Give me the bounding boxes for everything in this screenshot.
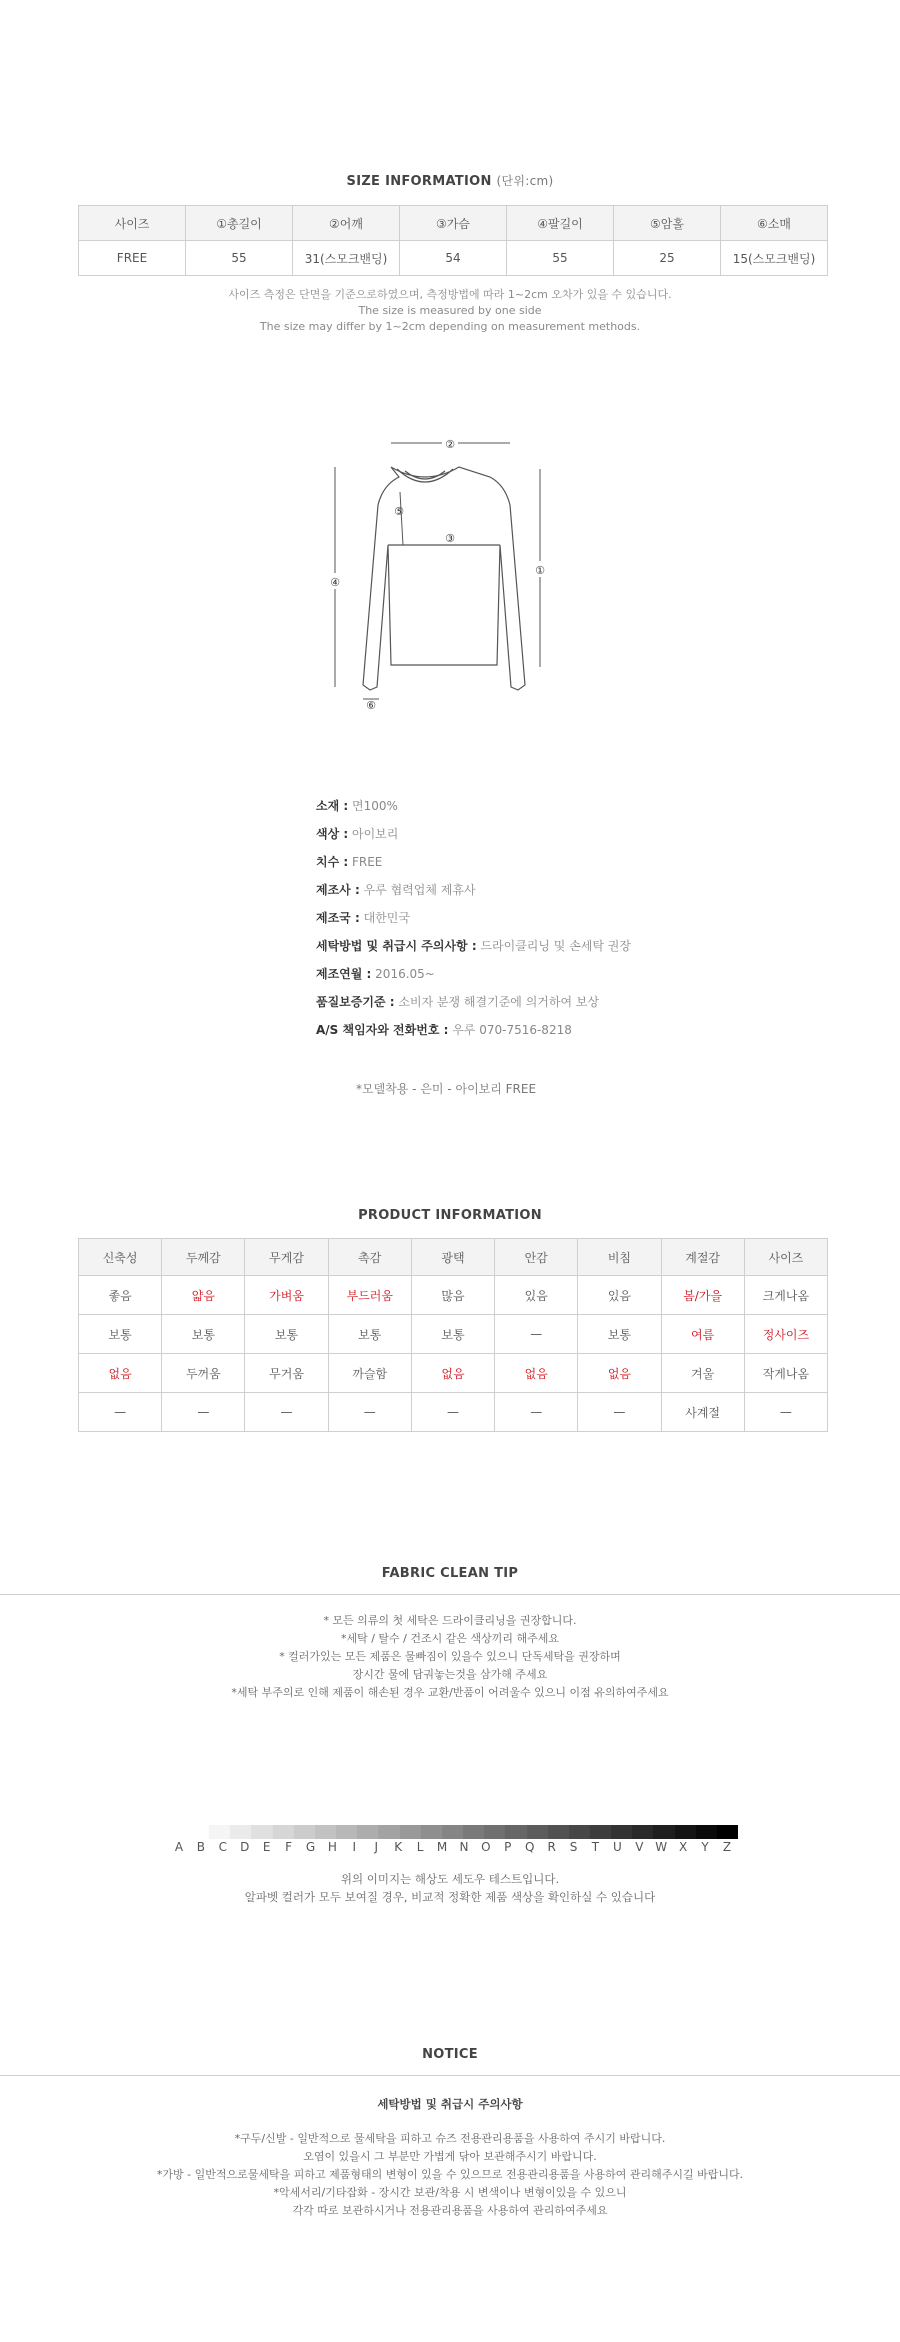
- spec-label: 색상 :: [316, 827, 349, 841]
- product-cell: —: [79, 1393, 162, 1432]
- size-header-cell: ⑤암홀: [614, 206, 721, 241]
- product-cell: 보통: [411, 1315, 494, 1354]
- product-header-cell: 광택: [411, 1239, 494, 1276]
- product-cell: —: [495, 1393, 578, 1432]
- size-notes: [0, 287, 900, 335]
- gray-swatch: [527, 1825, 548, 1839]
- size-info-unit: (단위:cm): [496, 174, 554, 188]
- size-cell: 55: [507, 241, 614, 276]
- product-cell: 여름: [661, 1315, 744, 1354]
- product-cell: —: [578, 1393, 661, 1432]
- alphabet-letter: P: [504, 1840, 512, 1854]
- alphabet-letter: K: [394, 1840, 403, 1854]
- gray-swatch: [590, 1825, 611, 1839]
- product-cell: —: [495, 1315, 578, 1354]
- sweater-outline: [363, 467, 525, 690]
- size-table-header: [79, 206, 828, 241]
- fabric-tip-line: * 모든 의류의 첫 세탁은 드라이클리닝을 권장합니다.: [323, 1614, 577, 1627]
- fabric-tip-line: *세탁 부주의로 인해 제품이 해손된 경우 교환/반품이 어려울수 있으니 이점 유의하여주세요: [231, 1686, 669, 1699]
- product-cell: 있음: [578, 1276, 661, 1315]
- product-cell: 없음: [79, 1354, 162, 1393]
- grayscale-gradient-bar: [188, 1825, 738, 1839]
- product-cell: 보통: [328, 1315, 411, 1354]
- gray-swatch: [653, 1825, 674, 1839]
- gray-swatch: [400, 1825, 421, 1839]
- gray-swatch: [463, 1825, 484, 1839]
- alphabet-letter: X: [679, 1840, 688, 1854]
- alphabet-letter: J: [374, 1840, 379, 1854]
- product-cell: 보통: [79, 1315, 162, 1354]
- product-header-cell: 촉감: [328, 1239, 411, 1276]
- alphabet-letter: C: [218, 1840, 227, 1854]
- spec-row: [316, 932, 836, 960]
- product-cell: 좋음: [79, 1276, 162, 1315]
- alphabet-row: [168, 1840, 738, 1854]
- marker-arm-length: ④: [330, 576, 340, 589]
- size-cell: 31(스모크밴딩): [293, 241, 400, 276]
- alphabet-letter: B: [196, 1840, 205, 1854]
- product-cell: 무거움: [245, 1354, 328, 1393]
- size-header-cell: ①총길이: [186, 206, 293, 241]
- product-cell: 두꺼움: [162, 1354, 245, 1393]
- product-cell: 가벼움: [245, 1276, 328, 1315]
- alphabet-letter: N: [459, 1840, 469, 1854]
- product-cell: 없음: [578, 1354, 661, 1393]
- alphabet-letter: O: [481, 1840, 491, 1854]
- alphabet-letter: Z: [722, 1840, 732, 1854]
- color-test-text: [0, 1870, 900, 1906]
- product-cell: 정사이즈: [744, 1315, 827, 1354]
- size-note-line: The size is measured by one side: [358, 304, 542, 317]
- divider: [0, 2075, 900, 2076]
- fabric-tip-text: [0, 1612, 900, 1702]
- alphabet-letter: S: [569, 1840, 578, 1854]
- gray-swatch: [273, 1825, 294, 1839]
- product-cell: 많음: [411, 1276, 494, 1315]
- gray-swatch: [357, 1825, 378, 1839]
- spec-label: 치수 :: [316, 855, 349, 869]
- gray-swatch: [611, 1825, 632, 1839]
- alphabet-letter: H: [327, 1840, 337, 1854]
- spec-label: A/S 책임자와 전화번호 :: [316, 1023, 449, 1037]
- product-cell: 부드러움: [328, 1276, 411, 1315]
- gray-swatch: [484, 1825, 505, 1839]
- spec-value: 대한민국: [359, 911, 410, 925]
- gray-swatch: [209, 1825, 230, 1839]
- alphabet-letter: G: [305, 1840, 316, 1854]
- gray-swatch: [251, 1825, 272, 1839]
- size-header-cell: ③가슴: [400, 206, 507, 241]
- spec-label: 제조사 :: [316, 883, 360, 897]
- garment-measurement-diagram: [315, 425, 595, 715]
- product-cell: —: [162, 1393, 245, 1432]
- size-header-cell: ⑥소매: [721, 206, 828, 241]
- notice-title: NOTICE: [422, 2047, 478, 2062]
- size-header-cell: ④팔길이: [507, 206, 614, 241]
- gray-swatch: [569, 1825, 590, 1839]
- product-table-row: [79, 1354, 828, 1393]
- size-header-cell: 사이즈: [79, 206, 186, 241]
- notice-line: *가방 - 일반적으로물세탁을 피하고 제품형태의 변형이 있을 수 있으므로 전용관리용품을 사용하여 관리해주시길 바랍니다.: [156, 2168, 744, 2181]
- alphabet-letter: Q: [524, 1840, 535, 1854]
- product-cell: 까슬함: [328, 1354, 411, 1393]
- marker-shoulder: ②: [445, 438, 455, 451]
- product-cell: 작게나옴: [744, 1354, 827, 1393]
- alphabet-letter: L: [416, 1840, 424, 1854]
- product-header-cell: 계절감: [661, 1239, 744, 1276]
- spec-row: [316, 960, 836, 988]
- size-header-cell: ②어깨: [293, 206, 400, 241]
- spec-row: [316, 848, 836, 876]
- alphabet-letter: V: [635, 1840, 644, 1854]
- size-cell: 55: [186, 241, 293, 276]
- product-cell: 없음: [495, 1354, 578, 1393]
- product-cell: 보통: [245, 1315, 328, 1354]
- product-info-title: PRODUCT INFORMATION: [358, 1208, 542, 1223]
- size-cell: 54: [400, 241, 507, 276]
- spec-value: 아이보리: [348, 827, 399, 841]
- alphabet-letter: U: [612, 1840, 622, 1854]
- spec-label: 소재 :: [316, 799, 349, 813]
- notice-line: 각각 따로 보관하시거나 전용관리용품을 사용하여 관리하여주세요: [292, 2204, 608, 2217]
- gray-swatch: [294, 1825, 315, 1839]
- spec-value: 2016.05~: [371, 967, 435, 981]
- size-cell: FREE: [79, 241, 186, 276]
- alphabet-letter: M: [436, 1840, 448, 1854]
- alphabet-letter: T: [591, 1840, 600, 1854]
- product-header-cell: 비침: [578, 1239, 661, 1276]
- marker-sleeve: ⑥: [366, 699, 376, 712]
- alphabet-letter: R: [547, 1840, 556, 1854]
- product-header-cell: 사이즈: [744, 1239, 827, 1276]
- product-table-header: [79, 1239, 828, 1276]
- marker-armhole: ⑤: [394, 505, 404, 518]
- size-note-line: 사이즈 측정은 단면을 기준으로하였으며, 측정방법에 따라 1~2cm 오차가 있을 수 있습니다.: [228, 288, 672, 301]
- fabric-tip-line: * 컬러가있는 모든 제품은 물빠짐이 있을수 있으니 단독세탁을 권장하며: [279, 1650, 621, 1663]
- gray-swatch: [188, 1825, 209, 1839]
- spec-label: 세탁방법 및 취급시 주의사항 :: [316, 939, 477, 953]
- alphabet-letter: E: [262, 1840, 271, 1854]
- gray-swatch: [717, 1825, 738, 1839]
- product-cell: 얇음: [162, 1276, 245, 1315]
- notice-line: 오염이 있을시 그 부분만 가볍게 닦아 보관해주시기 바랍니다.: [303, 2150, 597, 2163]
- product-cell: —: [245, 1393, 328, 1432]
- notice-text: [0, 2130, 900, 2220]
- product-cell: 보통: [162, 1315, 245, 1354]
- gray-swatch: [336, 1825, 357, 1839]
- size-info-title-text: SIZE INFORMATION: [346, 174, 492, 189]
- spec-row: [316, 904, 836, 932]
- gray-swatch: [696, 1825, 717, 1839]
- spec-value: 우루 070-7516-8218: [448, 1023, 572, 1037]
- product-cell: 겨울: [661, 1354, 744, 1393]
- marker-chest: ③: [445, 532, 455, 545]
- product-header-cell: 두께감: [162, 1239, 245, 1276]
- product-cell: —: [411, 1393, 494, 1432]
- alphabet-letter: W: [655, 1840, 668, 1854]
- spec-row: [316, 820, 836, 848]
- alphabet-letter: F: [285, 1840, 292, 1854]
- spec-value: 드라이클리닝 및 손세탁 권장: [476, 939, 631, 953]
- divider: [0, 1594, 900, 1595]
- product-cell: 크게나옴: [744, 1276, 827, 1315]
- product-header-cell: 안감: [495, 1239, 578, 1276]
- fabric-tip-title: FABRIC CLEAN TIP: [381, 1566, 519, 1581]
- alphabet-letter: D: [240, 1840, 250, 1854]
- product-header-cell: 무게감: [245, 1239, 328, 1276]
- spec-row: [316, 1016, 836, 1044]
- spec-value: FREE: [348, 855, 383, 869]
- product-table-body: [79, 1276, 828, 1432]
- alphabet-letter: Y: [701, 1840, 709, 1854]
- gray-swatch: [632, 1825, 653, 1839]
- product-cell: —: [744, 1393, 827, 1432]
- gray-swatch: [442, 1825, 463, 1839]
- size-table: [78, 205, 828, 276]
- spec-label: 품질보증기준 :: [316, 995, 395, 1009]
- gray-swatch: [315, 1825, 336, 1839]
- product-table-row: [79, 1393, 828, 1432]
- product-cell: 보통: [578, 1315, 661, 1354]
- spec-row: [316, 988, 836, 1016]
- product-spec-list: [316, 792, 836, 1044]
- product-header-cell: 신축성: [79, 1239, 162, 1276]
- product-cell: 사계절: [661, 1393, 744, 1432]
- product-cell: 없음: [411, 1354, 494, 1393]
- product-cell: 있음: [495, 1276, 578, 1315]
- spec-value: 우루 협력업체 제휴사: [359, 883, 476, 897]
- gray-swatch: [675, 1825, 696, 1839]
- color-test-line: 알파벳 컬러가 모두 보여질 경우, 비교적 정확한 제품 색상을 확인하실 수 있습니다: [244, 1890, 656, 1904]
- spec-label: 제조국 :: [316, 911, 360, 925]
- model-note: *모델착용 - 은미 - 아이보리 FREE: [356, 1082, 537, 1096]
- alphabet-letter: A: [174, 1840, 184, 1854]
- spec-row: [316, 876, 836, 904]
- size-cell: 15(스모크밴딩): [721, 241, 828, 276]
- product-table-row: [79, 1276, 828, 1315]
- spec-value: 면100%: [348, 799, 398, 813]
- product-cell: 봄/가을: [661, 1276, 744, 1315]
- fabric-tip-line: 장시간 물에 담궈놓는것을 삼가해 주세요: [352, 1668, 548, 1681]
- size-table-row: [79, 241, 828, 276]
- spec-row: [316, 792, 836, 820]
- alphabet-letter: I: [352, 1840, 357, 1854]
- size-info-title: [0, 172, 900, 189]
- fabric-tip-line: *세탁 / 탈수 / 건조시 같은 색상끼리 해주세요: [340, 1632, 560, 1645]
- marker-total-length: ①: [535, 564, 545, 577]
- notice-line: *악세서리/기타잡화 - 장시간 보관/착용 시 변색이나 변형이있을 수 있으니: [273, 2186, 627, 2199]
- notice-line: *구두/신발 - 일반적으로 물세탁을 피하고 슈즈 전용관리용품을 사용하여 주시기 바랍니다.: [234, 2132, 666, 2145]
- color-test-line: 위의 이미지는 해상도 세도우 테스트입니다.: [340, 1872, 560, 1886]
- size-note-line: The size may differ by 1~2cm depending on measurement methods.: [259, 320, 641, 333]
- product-cell: —: [328, 1393, 411, 1432]
- notice-subtitle: 세탁방법 및 취급시 주의사항: [377, 2097, 523, 2111]
- gray-swatch: [548, 1825, 569, 1839]
- product-info-table: [78, 1238, 828, 1432]
- spec-label: 제조연월 :: [316, 967, 372, 981]
- gray-swatch: [505, 1825, 526, 1839]
- product-table-row: [79, 1315, 828, 1354]
- gray-swatch: [421, 1825, 442, 1839]
- spec-value: 소비자 분쟁 해결기준에 의거하여 보상: [394, 995, 600, 1009]
- size-cell: 25: [614, 241, 721, 276]
- gray-swatch: [230, 1825, 251, 1839]
- gray-swatch: [378, 1825, 399, 1839]
